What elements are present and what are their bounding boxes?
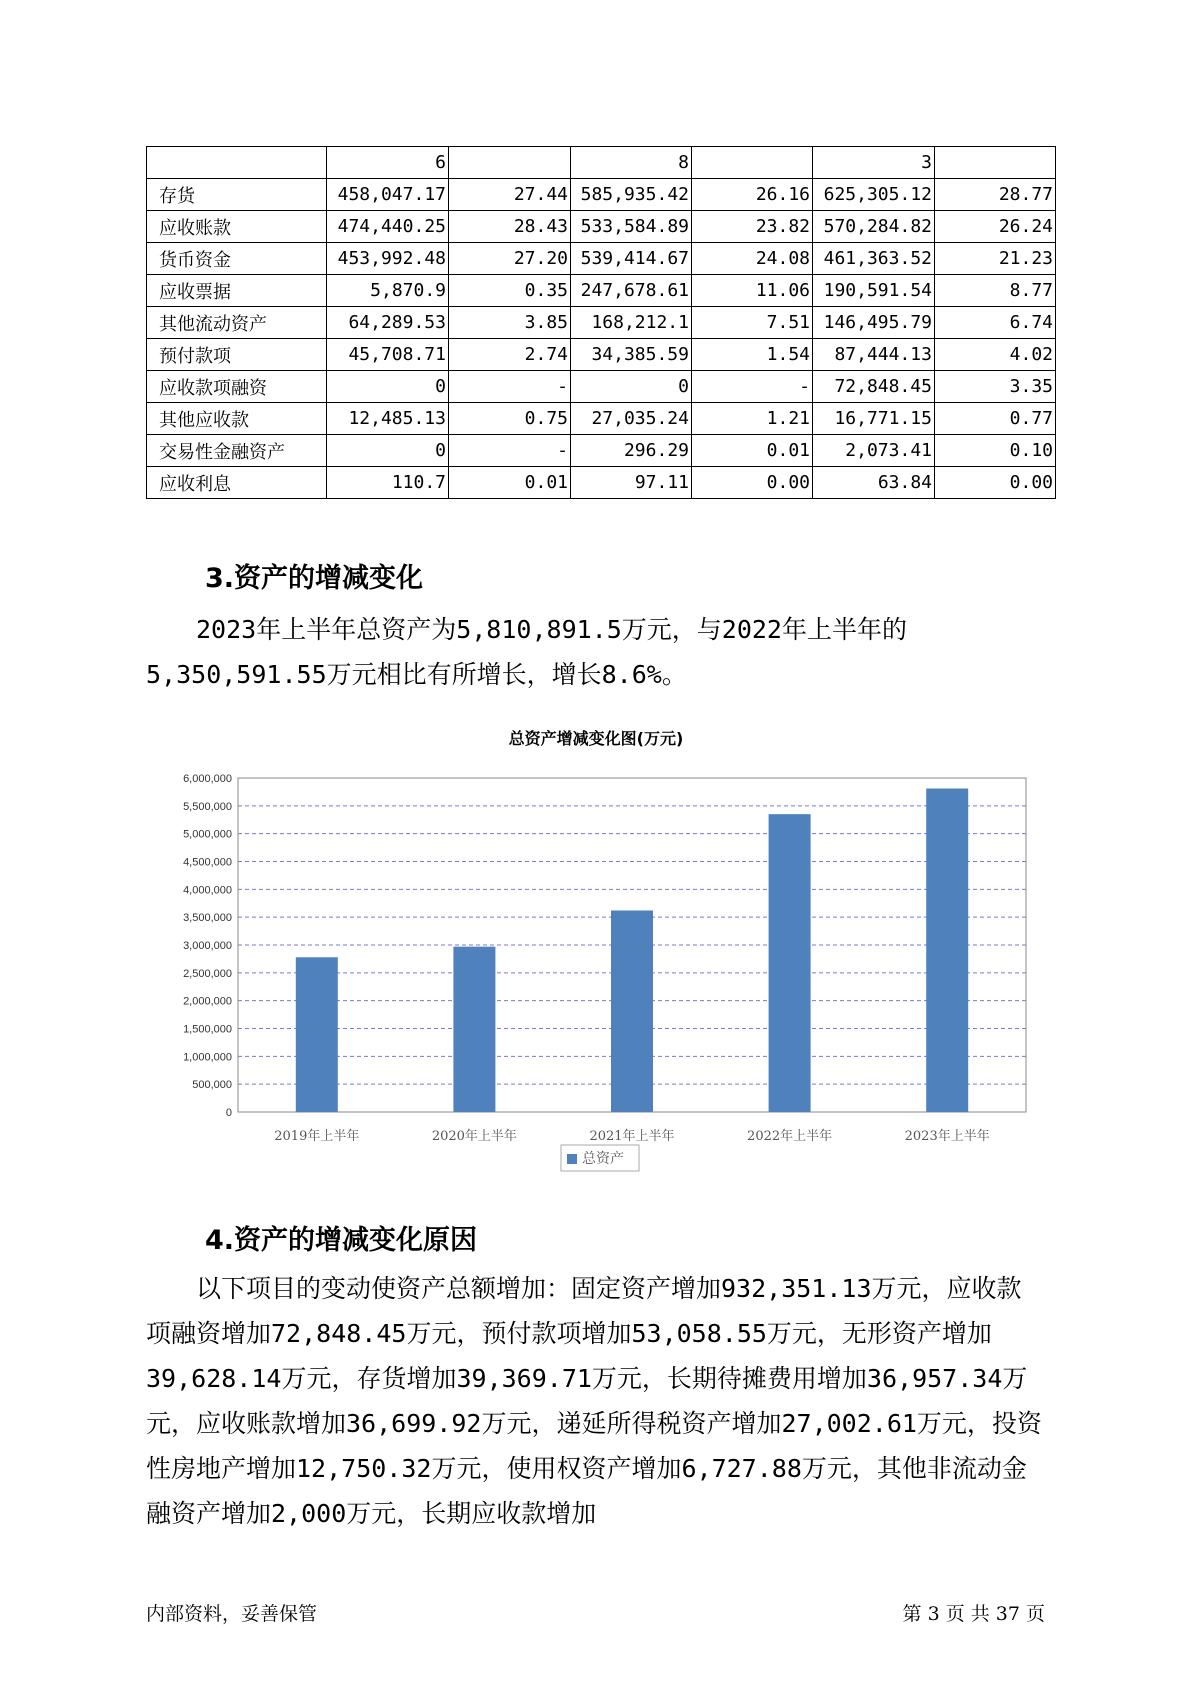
table-cell-v1: 110.7	[327, 467, 449, 499]
table-cell-p1: 28.43	[449, 211, 571, 243]
table-cell-v3: 16,771.15	[813, 403, 935, 435]
table-cell-name: 存货	[147, 179, 327, 211]
x-tick-label: 2019年上半年	[274, 1129, 360, 1144]
table-row	[147, 147, 1056, 179]
table-row	[147, 179, 1056, 211]
table-cell-v3: 63.84	[813, 467, 935, 499]
section4-heading: 4.资产的增减变化原因	[205, 1225, 478, 1256]
y-tick-label: 5,000,000	[183, 828, 232, 841]
total-assets-chart	[146, 756, 1046, 1180]
table-cell-v2: 8	[571, 147, 692, 179]
table-cell-v1: 474,440.25	[327, 211, 449, 243]
table-cell-p2: 24.08	[692, 243, 813, 275]
table-cell-name	[147, 147, 327, 179]
table-cell-p1: 2.74	[449, 339, 571, 371]
y-tick-label: 0	[225, 1107, 232, 1119]
table-cell-name: 其他流动资产	[147, 307, 327, 339]
table-cell-name: 应收款项融资	[147, 371, 327, 403]
table-row	[147, 403, 1056, 435]
footer-note: 内部资料，妥善保管	[146, 1603, 318, 1625]
table-cell-v1: 453,992.48	[327, 243, 449, 275]
bar	[769, 814, 811, 1112]
table-cell-p2: -	[692, 371, 813, 403]
y-tick-label: 1,500,000	[183, 1023, 232, 1036]
table-cell-p3: 0.00	[935, 467, 1056, 499]
table-cell-name: 交易性金融资产	[147, 435, 327, 467]
table-cell-p2: 1.54	[692, 339, 813, 371]
table-cell-p2: 0.00	[692, 467, 813, 499]
table-cell-p1: 3.85	[449, 307, 571, 339]
table-cell-v3: 461,363.52	[813, 243, 935, 275]
y-tick-label: 6,000,000	[183, 773, 232, 785]
section3-heading: 3.资产的增减变化	[205, 563, 424, 594]
table-cell-v2: 585,935.42	[571, 179, 692, 211]
chart-title: 总资产增减变化图(万元)	[508, 729, 684, 748]
table-cell-p3: 0.77	[935, 403, 1056, 435]
table-cell-v3: 570,284.82	[813, 211, 935, 243]
table-cell-p2: 23.82	[692, 211, 813, 243]
table-row	[147, 275, 1056, 307]
table-cell-v2: 247,678.61	[571, 275, 692, 307]
bar	[611, 910, 653, 1112]
table-cell-v1: 5,870.9	[327, 275, 449, 307]
section4-paragraph: 以下项目的变动使资产总额增加：固定资产增加932,351.13万元，应收款项融资增加72,848.45万元，预付款项增加53,058.55万元，无形资产增加39,628.14万元，存货增加39,369.71万元，长期待摊费用增加36,957.34万元，应收账款增加36,699.92万元，递延所得税资产增加27,002.61万元，投资性房地产增加12,750.32万元，使用权资产增加6,727.88万元，其他非流动金融资产增加2,000万元，长期应收款增加	[146, 1274, 1042, 1528]
table-cell-v2: 539,414.67	[571, 243, 692, 275]
table-cell-p1: -	[449, 435, 571, 467]
y-tick-label: 2,000,000	[183, 995, 232, 1008]
table-cell-v1: 458,047.17	[327, 179, 449, 211]
table-cell-name: 货币资金	[147, 243, 327, 275]
y-tick-label: 1,000,000	[183, 1051, 232, 1064]
table-row	[147, 467, 1056, 499]
table-cell-v3: 146,495.79	[813, 307, 935, 339]
table-cell-p3: 28.77	[935, 179, 1056, 211]
table-cell-p3: 6.74	[935, 307, 1056, 339]
table-row	[147, 339, 1056, 371]
table-cell-p3: 3.35	[935, 371, 1056, 403]
table-cell-v3: 2,073.41	[813, 435, 935, 467]
y-tick-label: 5,500,000	[183, 800, 232, 813]
table-cell-v2: 533,584.89	[571, 211, 692, 243]
bar	[453, 947, 495, 1112]
y-tick-label: 3,500,000	[183, 912, 232, 925]
table-cell-p2: 0.01	[692, 435, 813, 467]
y-tick-label: 500,000	[192, 1079, 232, 1092]
bar	[296, 957, 338, 1112]
table-cell-name: 应收利息	[147, 467, 327, 499]
table-row	[147, 211, 1056, 243]
table-cell-p3: 26.24	[935, 211, 1056, 243]
table-cell-v2: 168,212.1	[571, 307, 692, 339]
table-cell-v3: 625,305.12	[813, 179, 935, 211]
table-cell-p1: 0.75	[449, 403, 571, 435]
table-cell-name: 其他应收款	[147, 403, 327, 435]
y-tick-label: 3,000,000	[183, 940, 232, 952]
x-tick-label: 2022年上半年	[747, 1129, 833, 1144]
table-cell-p3: 0.10	[935, 435, 1056, 467]
table-cell-v3: 72,848.45	[813, 371, 935, 403]
table-cell-v3: 3	[813, 147, 935, 179]
x-tick-label: 2023年上半年	[904, 1129, 990, 1144]
asset-table	[146, 146, 1056, 499]
table-cell-p1: 0.35	[449, 275, 571, 307]
table-cell-v1: 64,289.53	[327, 307, 449, 339]
table-cell-p3: 4.02	[935, 339, 1056, 371]
table-cell-p1: -	[449, 371, 571, 403]
table-cell-v1: 6	[327, 147, 449, 179]
table-cell-p2	[692, 147, 813, 179]
table-cell-p3: 21.23	[935, 243, 1056, 275]
y-tick-label: 4,000,000	[183, 884, 232, 897]
table-row	[147, 371, 1056, 403]
bar	[926, 789, 968, 1112]
table-cell-v2: 296.29	[571, 435, 692, 467]
table-cell-p3	[935, 147, 1056, 179]
table-cell-name: 应收票据	[147, 275, 327, 307]
table-cell-p2: 7.51	[692, 307, 813, 339]
x-tick-label: 2021年上半年	[589, 1129, 675, 1144]
legend-swatch	[567, 1154, 577, 1164]
table-cell-p1	[449, 147, 571, 179]
legend-label: 总资产	[582, 1151, 624, 1167]
table-cell-v1: 12,485.13	[327, 403, 449, 435]
table-cell-v1: 0	[327, 371, 449, 403]
table-cell-v1: 0	[327, 435, 449, 467]
x-tick-label: 2020年上半年	[431, 1129, 517, 1144]
table-cell-v2: 0	[571, 371, 692, 403]
table-cell-name: 预付款项	[147, 339, 327, 371]
y-tick-label: 2,500,000	[183, 967, 232, 980]
table-cell-p1: 27.20	[449, 243, 571, 275]
table-row	[147, 307, 1056, 339]
table-cell-v3: 190,591.54	[813, 275, 935, 307]
table-cell-v1: 45,708.71	[327, 339, 449, 371]
table-cell-v2: 27,035.24	[571, 403, 692, 435]
table-row	[147, 435, 1056, 467]
table-cell-v2: 97.11	[571, 467, 692, 499]
table-cell-p3: 8.77	[935, 275, 1056, 307]
table-cell-p2: 1.21	[692, 403, 813, 435]
table-cell-p2: 11.06	[692, 275, 813, 307]
table-row	[147, 243, 1056, 275]
table-cell-v2: 34,385.59	[571, 339, 692, 371]
page-number: 第 3 页 共 37 页	[902, 1603, 1045, 1625]
table-cell-name: 应收账款	[147, 211, 327, 243]
table-cell-v3: 87,444.13	[813, 339, 935, 371]
y-tick-label: 4,500,000	[183, 856, 232, 869]
table-cell-p1: 27.44	[449, 179, 571, 211]
table-cell-p2: 26.16	[692, 179, 813, 211]
table-cell-p1: 0.01	[449, 467, 571, 499]
section3-paragraph: 2023年上半年总资产为5,810,891.5万元，与2022年上半年的5,350,591.55万元相比有所增长，增长8.6%。	[146, 615, 907, 689]
